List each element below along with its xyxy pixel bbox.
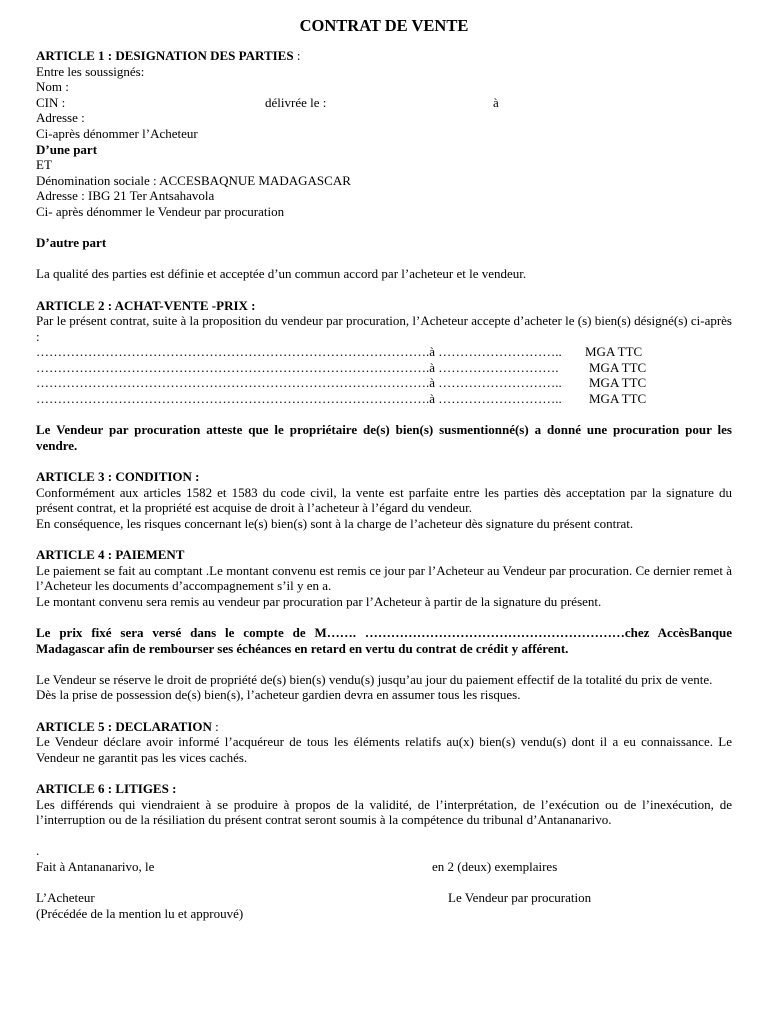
place-date-row xyxy=(36,859,732,875)
article-4-heading: ARTICLE 4 : PAIEMENT xyxy=(36,547,185,562)
buyer-designation: Ci-après dénommer l’Acheteur xyxy=(36,125,198,141)
signatories-row xyxy=(36,890,732,906)
goods-line-4 xyxy=(36,391,732,407)
goods-line-3 xyxy=(36,375,732,391)
goods-line-1 xyxy=(36,344,732,360)
cin-row xyxy=(36,95,732,111)
article-3 xyxy=(36,469,732,547)
article-1-heading-colon: : xyxy=(293,48,301,63)
seller-signature-label: Le Vendeur par procuration xyxy=(448,890,592,906)
article-2-heading: ARTICLE 2 : ACHAT-VENTE -PRIX : xyxy=(36,297,256,313)
footer-dot: . xyxy=(36,843,40,859)
payment-account-paragraph: Le prix fixé sera versé dans le compte de M……. ……………………………………………………chez AccèsBanque Madagascar afin de rembourser ses échéances en retard en vertu du contrat de crédit y afférent. xyxy=(36,624,732,656)
article-4 xyxy=(36,547,732,719)
article-4-paragraph-1: Le paiement se fait au comptant .Le montant convenu est remis ce jour par l’Acheteur au Vendeur par procuration. Ce dernier remet à l’Acheteur les documents d’accompagnement s’il y en a. xyxy=(36,562,732,594)
issued-on-label: délivrée le : xyxy=(265,94,327,110)
article-3-paragraph-1: Conformément aux articles 1582 et 1583 du code civil, la vente est parfaite entre les parties dès acceptation par la signature du présent contrat, et la propriété est acquise de droit à l’acheteur à l’égard du vendeur. xyxy=(36,484,732,516)
between-parties-text: Entre les soussignés: xyxy=(36,63,145,79)
company-name: Dénomination sociale : ACCESBAQNUE MADAGASCAR xyxy=(36,172,351,188)
goods-line-3-dots: ……………………………………………………………………………….à ……………………….. xyxy=(36,375,562,391)
goods-line-3-unit: MGA TTC xyxy=(589,375,647,391)
second-party-label: D’autre part xyxy=(36,235,107,251)
parties-quality-text: La qualité des parties est définie et acceptée d’un commun accord par l’acheteur et le vendeur. xyxy=(36,266,527,282)
article-5 xyxy=(36,719,732,781)
article-5-heading-colon: : xyxy=(211,718,219,734)
article-6-heading: ARTICLE 6 : LITIGES : xyxy=(36,780,177,796)
article-6-paragraph: Les différends qui viendraient à se produire à propos de la validité, de l’interprétation, de l’exécution ou de l’inexécution, de l’interruption ou de la résiliation du présent contrat seront soumis à la compétence du tribunal d’Antananarivo. xyxy=(36,796,732,828)
issued-at-label: à xyxy=(493,94,499,110)
article-5-heading: ARTICLE 5 : DECLARATION xyxy=(36,718,212,734)
buyer-signature-label: L’Acheteur xyxy=(36,890,95,906)
goods-line-1-unit: MGA TTC xyxy=(585,344,643,360)
goods-line-4-unit: MGA TTC xyxy=(589,391,647,407)
name-label: Nom : xyxy=(36,79,69,95)
goods-line-2-unit: MGA TTC xyxy=(589,359,647,375)
seller-address: Adresse : IBG 21 Ter Antsahavola xyxy=(36,188,215,204)
seller-designation: Ci- après dénommer le Vendeur par procuration xyxy=(36,203,285,219)
article-3-heading: ARTICLE 3 : CONDITION : xyxy=(36,469,200,485)
place-date-label: Fait à Antananarivo, le xyxy=(36,858,155,874)
article-2 xyxy=(36,298,732,470)
article-5-paragraph: Le Vendeur déclare avoir informé l’acquéreur de tous les éléments relatifs au(x) bien(s) vendu(s) dont il a eu connaissance. Le Vendeur ne garantit pas les vices cachés. xyxy=(36,734,732,765)
article-2-paragraph: Par le présent contrat, suite à la proposition du vendeur par procuration, l’Acheteur accepte d’acheter le (s) bien(s) désigné(s) ci-après : xyxy=(36,313,732,344)
goods-line-4-dots: ……………………………………………………………………………….à ……………………….. xyxy=(36,391,562,407)
goods-line-2 xyxy=(36,360,732,376)
and-label: ET xyxy=(36,157,52,173)
article-6 xyxy=(36,781,732,843)
approval-mention: (Précédée de la mention lu et approuvé) xyxy=(36,905,244,921)
article-1-heading: ARTICLE 1 : DESIGNATION DES PARTIES xyxy=(36,48,294,63)
article-4-paragraph-3: Le Vendeur se réserve le droit de propriété de(s) bien(s) vendu(s) jusqu’au jour du paiement effectif de la totalité du prix de vente. xyxy=(36,671,713,687)
address-label: Adresse : xyxy=(36,110,85,126)
proxy-attestation: Le Vendeur par procuration atteste que le propriétaire de(s) bien(s) susmentionné(s) a donné une procuration pour les vendre. xyxy=(36,422,732,453)
article-1 xyxy=(36,48,732,298)
document-title: CONTRAT DE VENTE xyxy=(299,16,469,35)
article-4-paragraph-4: Dès la prise de possession de(s) bien(s), l’acheteur gardien devra en assumer tous les risques. xyxy=(36,687,521,703)
goods-line-2-dots: ……………………………………………………………………………….à ………………………. xyxy=(36,359,559,375)
article-3-paragraph-2: En conséquence, les risques concernant le(s) bien(s) sont à la charge de l’acheteur dès signature du présent contrat. xyxy=(36,515,634,531)
goods-line-1-dots: ……………………………………………………………………………….à ……………………….. xyxy=(36,344,562,360)
copies-label: en 2 (deux) exemplaires xyxy=(432,858,558,874)
cin-label: CIN : xyxy=(36,94,66,110)
signature-block xyxy=(36,843,732,921)
article-4-paragraph-2: Le montant convenu sera remis au vendeur par procuration par l’Acheteur à partir de la signature du présent. xyxy=(36,593,602,609)
first-party-label: D’une part xyxy=(36,141,98,157)
